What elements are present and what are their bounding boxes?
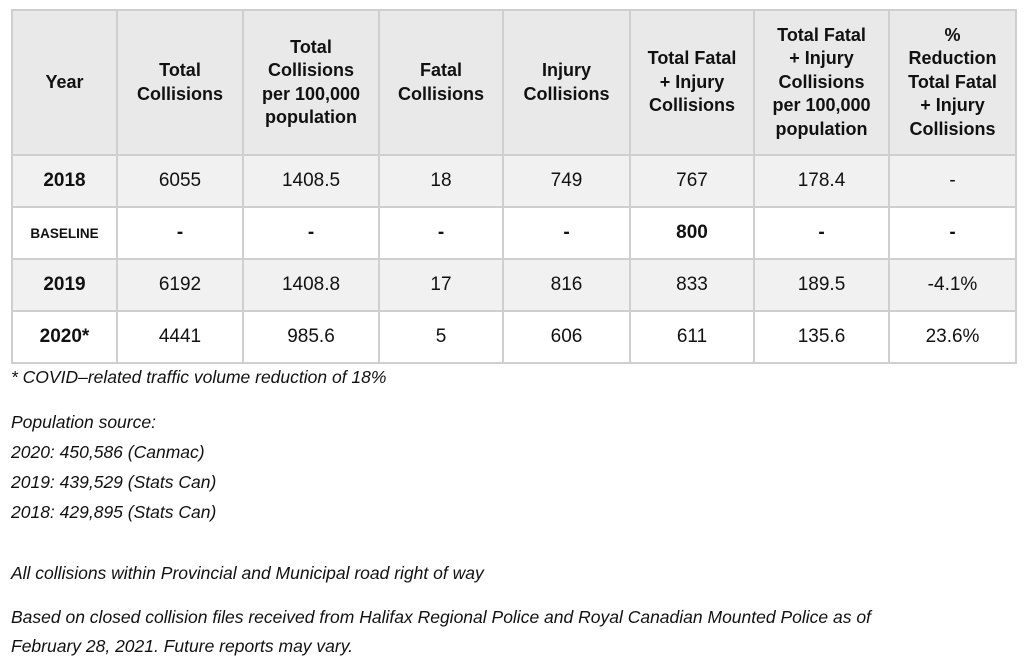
header-percent-reduction: % Reduction Total Fatal + Injury Collisions <box>889 10 1016 155</box>
table-cell: - <box>503 207 630 259</box>
table-cell: 1408.8 <box>243 259 379 311</box>
table-cell: - <box>889 207 1016 259</box>
table-cell: 606 <box>503 311 630 363</box>
population-source-title: Population source: <box>11 412 156 432</box>
population-2019: 2019: 439,529 (Stats Can) <box>11 472 217 492</box>
collision-statistics-table <box>11 9 1017 364</box>
table-row-baseline <box>12 207 1016 259</box>
table-cell: 17 <box>379 259 503 311</box>
header-total-collisions: Total Collisions <box>117 10 243 155</box>
header-total-fatal-injury: Total Fatal + Injury Collisions <box>630 10 754 155</box>
basis-note-line1: Based on closed collision files received from Halifax Regional Police and Royal Canadian Mounted Police as of <box>11 607 871 627</box>
table-cell: 4441 <box>117 311 243 363</box>
year-cell: 2020* <box>12 311 117 363</box>
table-cell: 189.5 <box>754 259 889 311</box>
table-cell: 833 <box>630 259 754 311</box>
header-total-fatal-injury-per-100k: Total Fatal + Injury Collisions per 100,000 population <box>754 10 889 155</box>
header-row <box>12 10 1016 155</box>
table-cell: 23.6% <box>889 311 1016 363</box>
covid-footnote: * COVID–related traffic volume reduction of 18% <box>11 367 387 387</box>
table-cell: 1408.5 <box>243 155 379 207</box>
header-fatal-collisions: Fatal Collisions <box>379 10 503 155</box>
basis-note-line2: February 28, 2021. Future reports may vary. <box>11 636 354 656</box>
year-cell: BASELINE <box>12 207 117 259</box>
table-row-2020 <box>12 311 1016 363</box>
year-cell: 2018 <box>12 155 117 207</box>
table-cell: 800 <box>630 207 754 259</box>
table-cell: - <box>754 207 889 259</box>
table-cell: 6192 <box>117 259 243 311</box>
year-cell: 2019 <box>12 259 117 311</box>
table-cell: 985.6 <box>243 311 379 363</box>
table-cell: - <box>889 155 1016 207</box>
scope-note: All collisions within Provincial and Municipal road right of way <box>11 563 484 583</box>
table-cell: 767 <box>630 155 754 207</box>
table-cell: - <box>379 207 503 259</box>
table-cell: 135.6 <box>754 311 889 363</box>
table-row-2018 <box>12 155 1016 207</box>
population-2020: 2020: 450,586 (Canmac) <box>11 442 205 462</box>
header-total-collisions-per-100k: Total Collisions per 100,000 population <box>243 10 379 155</box>
table-cell: 6055 <box>117 155 243 207</box>
table-cell: - <box>243 207 379 259</box>
table-row-2019 <box>12 259 1016 311</box>
table-cell: 18 <box>379 155 503 207</box>
table-cell: 5 <box>379 311 503 363</box>
header-year: Year <box>12 10 117 155</box>
population-2018: 2018: 429,895 (Stats Can) <box>11 502 217 522</box>
table-cell: 816 <box>503 259 630 311</box>
table-cell: -4.1% <box>889 259 1016 311</box>
table-cell: 178.4 <box>754 155 889 207</box>
table-cell: - <box>117 207 243 259</box>
table-cell: 611 <box>630 311 754 363</box>
table-cell: 749 <box>503 155 630 207</box>
header-injury-collisions: Injury Collisions <box>503 10 630 155</box>
